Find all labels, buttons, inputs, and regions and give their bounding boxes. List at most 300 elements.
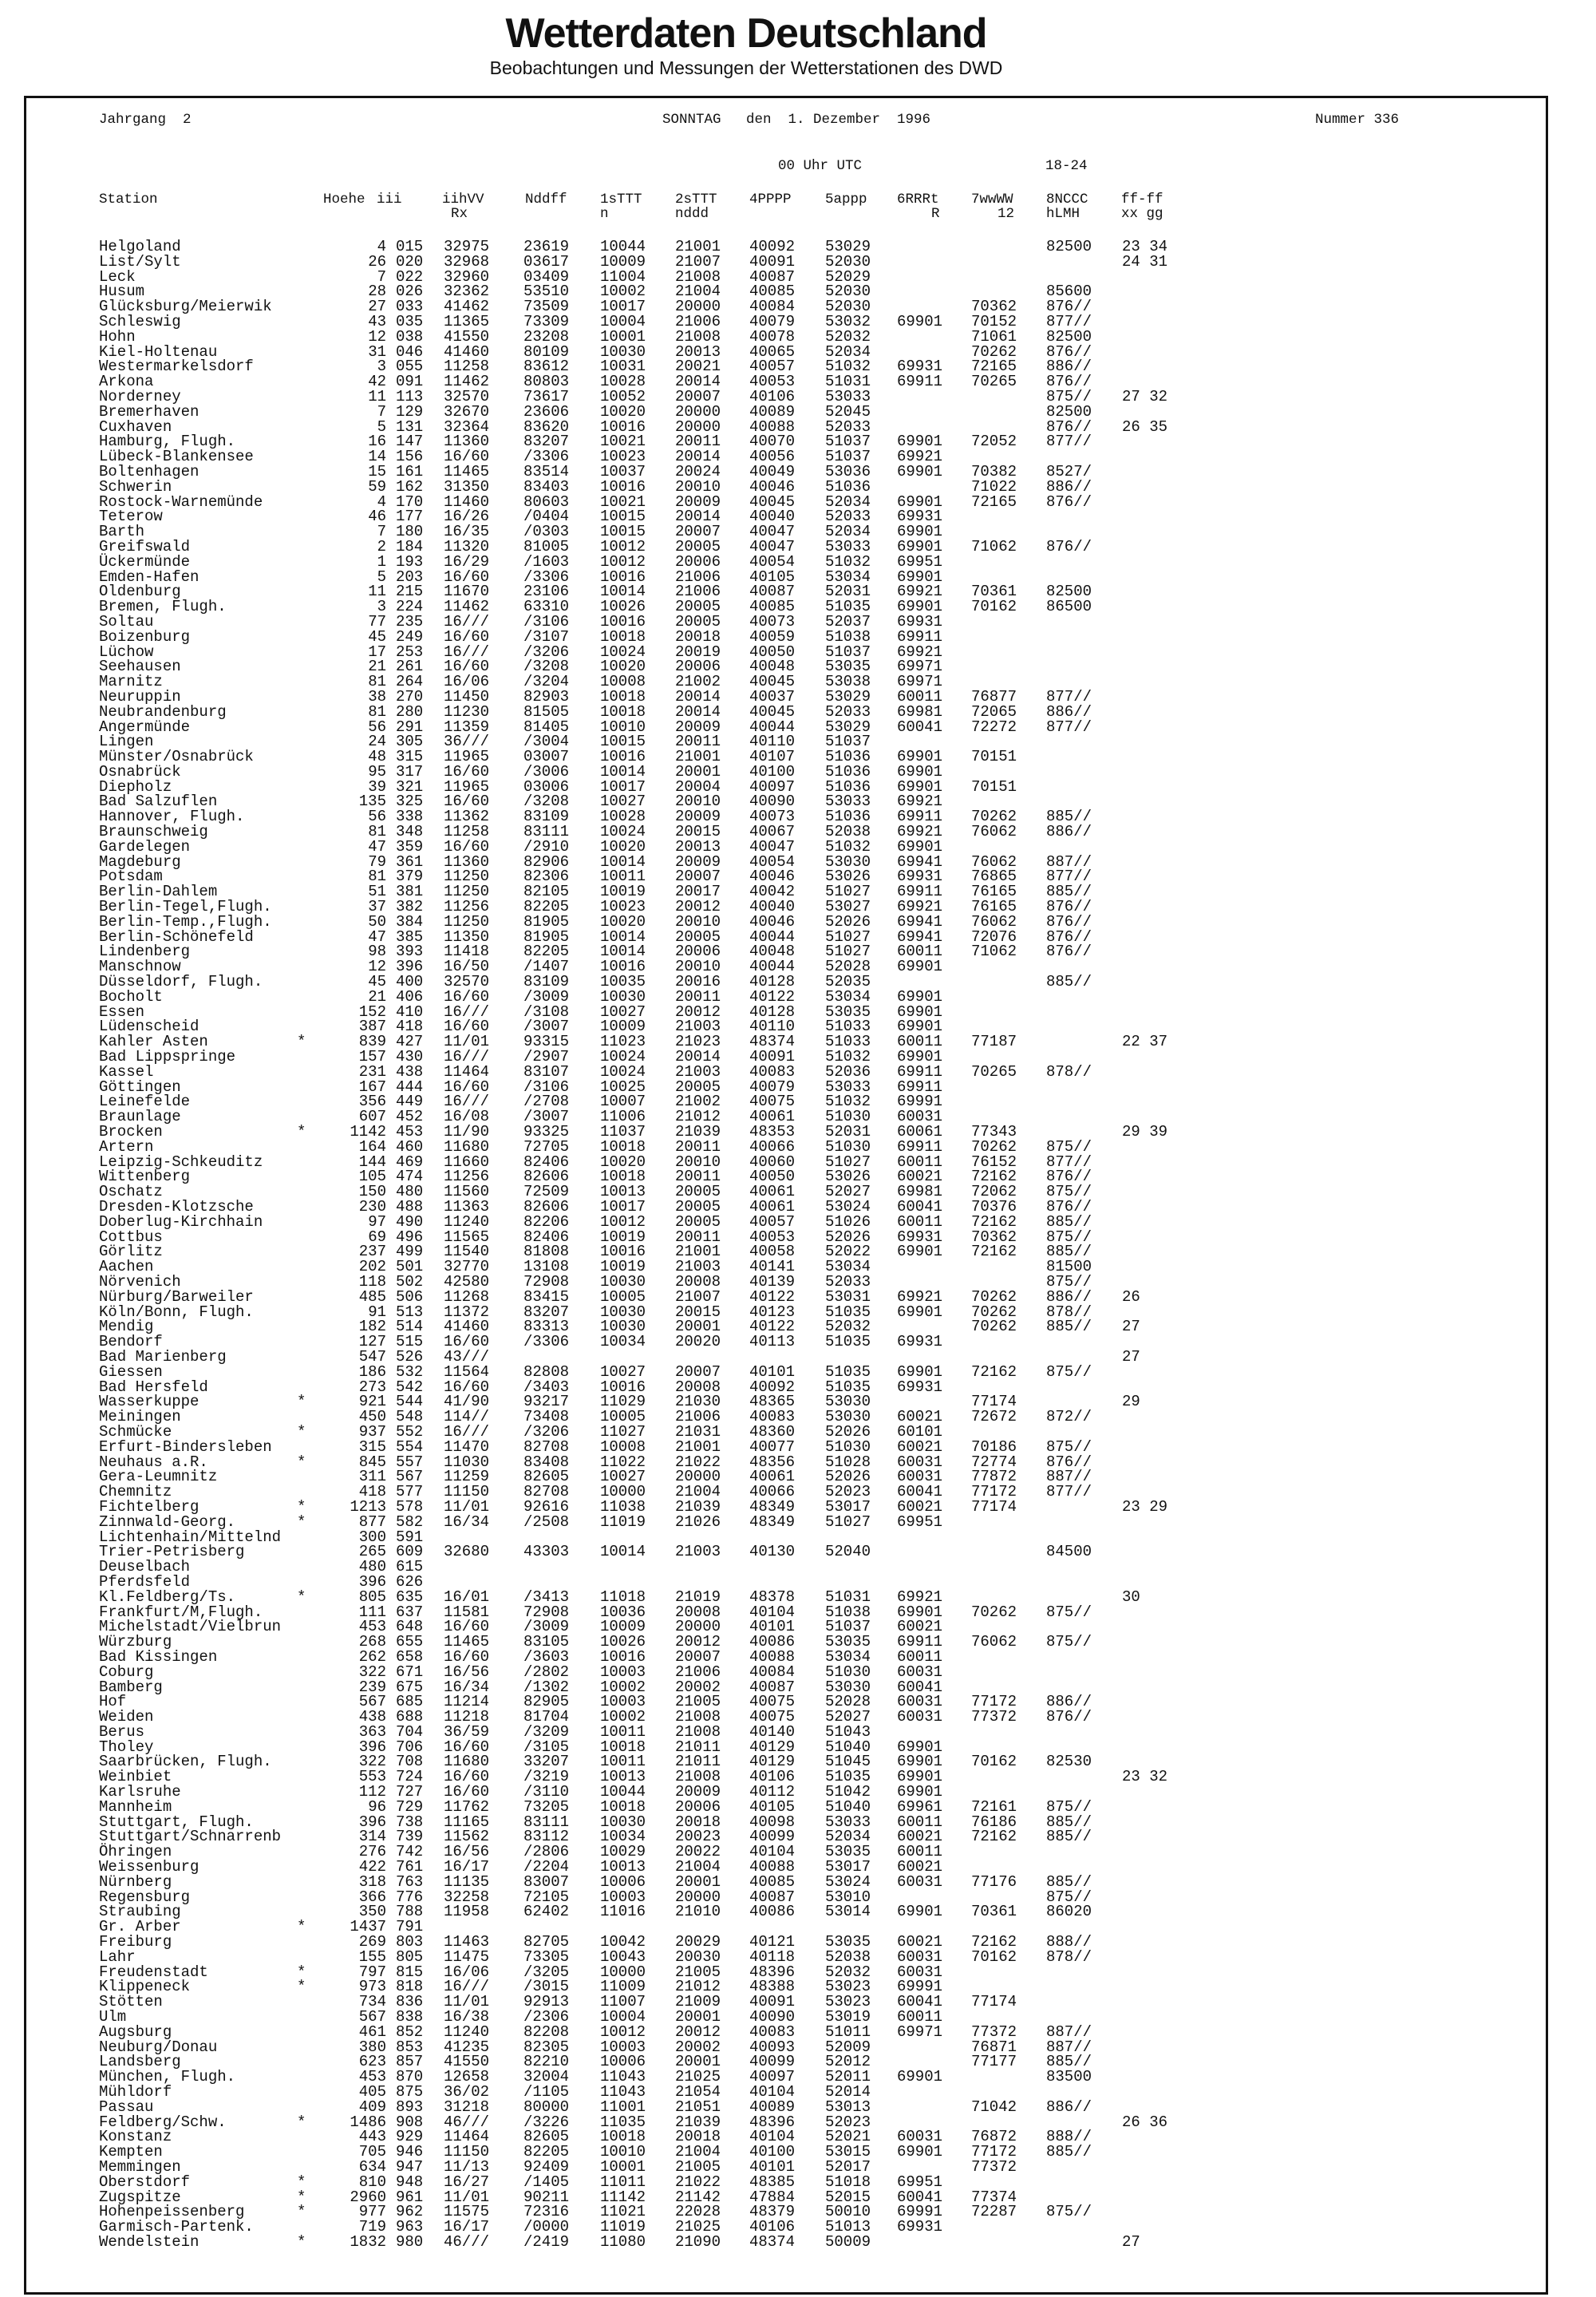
sttt1-value: 10030 bbox=[600, 342, 646, 361]
table-row bbox=[99, 1918, 1456, 1936]
station-id: 291 bbox=[396, 718, 424, 736]
sttt1-value: 10019 bbox=[600, 1228, 646, 1246]
mountain-marker: * bbox=[297, 1453, 306, 1471]
sttt1-value: 10027 bbox=[600, 1468, 646, 1486]
station-height: 38 bbox=[368, 687, 386, 706]
sttt1-value: 10036 bbox=[600, 1603, 646, 1621]
station-id: 015 bbox=[396, 238, 424, 255]
rrrt-value: 69951 bbox=[897, 552, 943, 571]
pppp-value: 40047 bbox=[749, 537, 796, 555]
nddff-value: 73305 bbox=[523, 1947, 570, 1966]
ihvv-value: 16/// bbox=[444, 1978, 490, 1996]
nddff-value: /3007 bbox=[523, 1018, 570, 1036]
wwww-value: 72165 bbox=[971, 492, 1017, 511]
rrrt-value: 69921 bbox=[897, 793, 943, 811]
appp-value: 51037 bbox=[825, 642, 871, 661]
ihvv-value: 16/60 bbox=[444, 793, 490, 811]
station-height: 396 bbox=[358, 1813, 386, 1831]
pppp-value: 40106 bbox=[749, 1768, 796, 1786]
sttt1-value: 10030 bbox=[600, 1813, 646, 1831]
ihvv-value: 11418 bbox=[444, 943, 490, 961]
pppp-value: 40087 bbox=[749, 1888, 796, 1906]
appp-value: 52026 bbox=[825, 1468, 871, 1486]
pppp-value: 40091 bbox=[749, 252, 796, 271]
appp-value: 53027 bbox=[825, 898, 871, 916]
station-id: 203 bbox=[396, 567, 424, 586]
station-id: 688 bbox=[396, 1708, 424, 1726]
station-name: Essen bbox=[99, 1002, 145, 1021]
table-row bbox=[99, 463, 1456, 478]
station-name: Neuhaus a.R. bbox=[99, 1453, 208, 1471]
pppp-value: 40044 bbox=[749, 958, 796, 976]
sttt2-value: 21011 bbox=[675, 1753, 721, 1771]
sttt2-value: 20010 bbox=[675, 1152, 721, 1171]
rrrt-value: 60041 bbox=[897, 718, 943, 736]
station-name: Meiningen bbox=[99, 1408, 181, 1426]
pppp-value: 48360 bbox=[749, 1422, 796, 1441]
table-row bbox=[99, 1483, 1456, 1501]
rrrt-value: 69901 bbox=[897, 1753, 943, 1771]
pppp-value: 40044 bbox=[749, 927, 796, 946]
wwww-value: 77872 bbox=[971, 1468, 1017, 1486]
pppp-value: 40045 bbox=[749, 702, 796, 721]
wwww-value: 77372 bbox=[971, 2022, 1017, 2041]
ff-value: 27 bbox=[1122, 2232, 1140, 2251]
pppp-value: 40044 bbox=[749, 718, 796, 736]
station-height: 4 bbox=[377, 492, 386, 511]
station-id: 020 bbox=[396, 252, 424, 271]
wwww-value: 71061 bbox=[971, 327, 1017, 346]
station-id: 449 bbox=[396, 1093, 424, 1111]
col-station: Station bbox=[99, 192, 158, 208]
station-height: 11 bbox=[368, 387, 386, 405]
station-height: 311 bbox=[358, 1468, 386, 1486]
sttt1-value: 10043 bbox=[600, 1947, 646, 1966]
station-name: Westermarkelsdorf bbox=[99, 358, 254, 376]
wwww-value: 70262 bbox=[971, 1137, 1017, 1156]
station-name: Arkona bbox=[99, 373, 154, 391]
station-name: Schleswig bbox=[99, 312, 181, 330]
station-id: 325 bbox=[396, 793, 424, 811]
rrrt-value: 60011 bbox=[897, 1033, 943, 1051]
station-name: Boltenhagen bbox=[99, 462, 200, 480]
ihvv-value: 16/60 bbox=[444, 1618, 490, 1636]
sttt2-value: 20000 bbox=[675, 417, 721, 436]
nddff-value: /3007 bbox=[523, 1108, 570, 1126]
pppp-value: 40092 bbox=[749, 1378, 796, 1396]
ihvv-value: 16/60 bbox=[444, 1783, 490, 1801]
appp-value: 51035 bbox=[825, 1303, 871, 1321]
station-name: Leck bbox=[99, 267, 136, 286]
table-row bbox=[99, 927, 1456, 946]
appp-value: 53026 bbox=[825, 868, 871, 886]
station-height: 24 bbox=[368, 733, 386, 751]
wwww-value: 77343 bbox=[971, 1123, 1017, 1141]
table-row bbox=[99, 448, 1456, 466]
sttt1-value: 10016 bbox=[600, 612, 646, 631]
sttt1-value: 11038 bbox=[600, 1497, 646, 1516]
sttt1-value: 10014 bbox=[600, 583, 646, 601]
pppp-value: 40099 bbox=[749, 2053, 796, 2071]
station-height: 14 bbox=[368, 448, 386, 466]
nccc-value: 84500 bbox=[1046, 1543, 1092, 1561]
pppp-value: 40085 bbox=[749, 283, 796, 301]
nddff-value: 83408 bbox=[523, 1453, 570, 1471]
nddff-value: 81505 bbox=[523, 702, 570, 721]
station-height: 42 bbox=[368, 373, 386, 391]
pppp-value: 40049 bbox=[749, 462, 796, 480]
sttt1-value: 10002 bbox=[600, 283, 646, 301]
nddff-value: 81905 bbox=[523, 912, 570, 931]
sttt2-value: 20011 bbox=[675, 1168, 721, 1186]
ihvv-value: 11214 bbox=[444, 1693, 490, 1711]
col-hoehe: Hoehe bbox=[323, 192, 365, 208]
appp-value: 53035 bbox=[825, 1633, 871, 1651]
pppp-value: 40091 bbox=[749, 1048, 796, 1066]
appp-value: 51028 bbox=[825, 1453, 871, 1471]
wwww-value: 76165 bbox=[971, 898, 1017, 916]
station-height: 50 bbox=[368, 912, 386, 931]
col-2sttt-sub: nddd bbox=[675, 206, 709, 222]
pppp-value: 40045 bbox=[749, 492, 796, 511]
pppp-value: 40101 bbox=[749, 1618, 796, 1636]
station-height: 127 bbox=[358, 1333, 386, 1351]
appp-value: 51026 bbox=[825, 1212, 871, 1231]
rrrt-value: 69951 bbox=[897, 1512, 943, 1531]
appp-value: 51027 bbox=[825, 1152, 871, 1171]
nddff-value: 83207 bbox=[523, 433, 570, 451]
ff-value: 27 bbox=[1122, 1347, 1140, 1366]
pppp-value: 40046 bbox=[749, 477, 796, 496]
pppp-value: 40047 bbox=[749, 523, 796, 541]
nddff-value: 90211 bbox=[523, 2188, 570, 2206]
sttt1-value: 10018 bbox=[600, 702, 646, 721]
time-range: 18-24 bbox=[1045, 158, 1088, 174]
sttt1-value: 10012 bbox=[600, 537, 646, 555]
table-row bbox=[99, 1768, 1456, 1786]
table-row bbox=[99, 1647, 1456, 1666]
nddff-value: /3209 bbox=[523, 1722, 570, 1741]
pppp-value: 40088 bbox=[749, 417, 796, 436]
table-row bbox=[99, 702, 1456, 721]
sttt1-value: 10037 bbox=[600, 462, 646, 480]
station-id: 315 bbox=[396, 748, 424, 766]
nddff-value: 82905 bbox=[523, 1693, 570, 1711]
ihvv-value: 16/08 bbox=[444, 1108, 490, 1126]
pppp-value: 40046 bbox=[749, 868, 796, 886]
station-id: 452 bbox=[396, 1108, 424, 1126]
sttt2-value: 20005 bbox=[675, 1183, 721, 1201]
pppp-value: 40084 bbox=[749, 298, 796, 316]
table-row bbox=[99, 1362, 1456, 1381]
appp-value: 52032 bbox=[825, 327, 871, 346]
station-height: 937 bbox=[358, 1422, 386, 1441]
nccc-value: 875// bbox=[1046, 1272, 1092, 1291]
sttt2-value: 21008 bbox=[675, 1768, 721, 1786]
appp-value: 53017 bbox=[825, 1858, 871, 1876]
sttt1-value: 10028 bbox=[600, 808, 646, 826]
station-name: Lüdenscheid bbox=[99, 1018, 200, 1036]
station-id: 321 bbox=[396, 777, 424, 796]
station-id: 578 bbox=[396, 1497, 424, 1516]
table-row bbox=[99, 1603, 1456, 1619]
station-name: Angermünde bbox=[99, 718, 191, 736]
appp-value: 52033 bbox=[825, 508, 871, 526]
ihvv-value: 41460 bbox=[444, 342, 490, 361]
sttt1-value: 10031 bbox=[600, 358, 646, 376]
sttt1-value: 11080 bbox=[600, 2232, 646, 2251]
appp-value: 52015 bbox=[825, 2188, 871, 2206]
nddff-value: 13108 bbox=[523, 1258, 570, 1276]
nddff-value: /2204 bbox=[523, 1858, 570, 1876]
wwww-value: 72287 bbox=[971, 2203, 1017, 2221]
station-name: Freudenstadt bbox=[99, 1963, 208, 1981]
station-height: 69 bbox=[368, 1228, 386, 1246]
sttt1-value: 10009 bbox=[600, 1018, 646, 1036]
ihvv-value: 11470 bbox=[444, 1437, 490, 1456]
appp-value: 52037 bbox=[825, 612, 871, 631]
nddff-value: 80109 bbox=[523, 342, 570, 361]
rrrt-value: 69911 bbox=[897, 1633, 943, 1651]
station-id: 980 bbox=[396, 2232, 424, 2251]
sttt1-value: 10017 bbox=[600, 298, 646, 316]
table-row bbox=[99, 1393, 1456, 1411]
station-name: Gardelegen bbox=[99, 837, 191, 856]
nccc-value: 886// bbox=[1046, 2097, 1092, 2116]
station-id: 818 bbox=[396, 1978, 424, 1996]
ihvv-value: 11463 bbox=[444, 1933, 490, 1951]
station-height: 167 bbox=[358, 1077, 386, 1096]
ihvv-value: 11/90 bbox=[444, 1123, 490, 1141]
ihvv-value: 16/56 bbox=[444, 1662, 490, 1681]
nddff-value: 82305 bbox=[523, 2038, 570, 2056]
pppp-value: 40106 bbox=[749, 387, 796, 405]
sttt2-value: 21031 bbox=[675, 1422, 721, 1441]
rrrt-value: 69901 bbox=[897, 492, 943, 511]
sttt1-value: 10016 bbox=[600, 567, 646, 586]
sttt2-value: 21025 bbox=[675, 2218, 721, 2236]
station-height: 81 bbox=[368, 868, 386, 886]
sttt1-value: 10011 bbox=[600, 1753, 646, 1771]
nccc-value: 83500 bbox=[1046, 2068, 1092, 2086]
table-row bbox=[99, 1422, 1456, 1441]
appp-value: 53033 bbox=[825, 537, 871, 555]
station-id: 893 bbox=[396, 2097, 424, 2116]
wwww-value: 76152 bbox=[971, 1152, 1017, 1171]
station-name: Stuttgart/Schnarrenb bbox=[99, 1828, 282, 1846]
ihvv-value: 41/90 bbox=[444, 1393, 490, 1411]
ihvv-value: 42580 bbox=[444, 1272, 490, 1291]
nccc-value: 82500 bbox=[1046, 402, 1092, 421]
station-height: 567 bbox=[358, 2008, 386, 2026]
sttt1-value: 10008 bbox=[600, 1437, 646, 1456]
ihvv-value: 11150 bbox=[444, 1483, 490, 1501]
col-1sttt-sub: n bbox=[600, 206, 609, 222]
table-row bbox=[99, 1738, 1456, 1756]
ff-value: 29 39 bbox=[1122, 1123, 1168, 1141]
station-name: Straubing bbox=[99, 1903, 181, 1921]
appp-value: 53013 bbox=[825, 2097, 871, 2116]
sttt2-value: 21002 bbox=[675, 1093, 721, 1111]
station-height: 4 bbox=[377, 238, 386, 255]
sttt2-value: 21054 bbox=[675, 2083, 721, 2101]
pppp-value: 48396 bbox=[749, 1963, 796, 1981]
station-height: 480 bbox=[358, 1558, 386, 1576]
sttt1-value: 10013 bbox=[600, 1183, 646, 1201]
appp-value: 51037 bbox=[825, 1618, 871, 1636]
station-id: 033 bbox=[396, 298, 424, 316]
nccc-value: 885// bbox=[1046, 2143, 1092, 2161]
station-height: 46 bbox=[368, 508, 386, 526]
rrrt-value: 69911 bbox=[897, 627, 943, 646]
ihvv-value: 31218 bbox=[444, 2097, 490, 2116]
sttt2-value: 21008 bbox=[675, 327, 721, 346]
station-height: 705 bbox=[358, 2143, 386, 2161]
station-id: 193 bbox=[396, 552, 424, 571]
ihvv-value: 11320 bbox=[444, 537, 490, 555]
table-row bbox=[99, 1978, 1456, 1996]
ihvv-value: 41460 bbox=[444, 1318, 490, 1336]
sttt2-value: 21004 bbox=[675, 2143, 721, 2161]
ihvv-value: 11165 bbox=[444, 1813, 490, 1831]
pppp-value: 40101 bbox=[749, 1362, 796, 1381]
station-height: 276 bbox=[358, 1843, 386, 1861]
rrrt-value: 69921 bbox=[897, 583, 943, 601]
nccc-value: 885// bbox=[1046, 2053, 1092, 2071]
rrrt-value: 60011 bbox=[897, 1813, 943, 1831]
sttt2-value: 20000 bbox=[675, 1468, 721, 1486]
station-name: Konstanz bbox=[99, 2128, 172, 2146]
station-name: Garmisch-Partenk. bbox=[99, 2218, 254, 2236]
sttt1-value: 10025 bbox=[600, 1077, 646, 1096]
appp-value: 53010 bbox=[825, 1888, 871, 1906]
nddff-value: 92913 bbox=[523, 1993, 570, 2011]
sttt2-value: 20002 bbox=[675, 2038, 721, 2056]
appp-value: 52034 bbox=[825, 492, 871, 511]
nddff-value: 83112 bbox=[523, 1828, 570, 1846]
sttt2-value: 20022 bbox=[675, 1843, 721, 1861]
mountain-marker: * bbox=[297, 1963, 306, 1981]
nddff-value: 73617 bbox=[523, 387, 570, 405]
station-height: 422 bbox=[358, 1858, 386, 1876]
station-id: 469 bbox=[396, 1152, 424, 1171]
ff-value: 23 32 bbox=[1122, 1768, 1168, 1786]
nccc-value: 888// bbox=[1046, 2128, 1092, 2146]
mountain-marker: * bbox=[297, 1422, 306, 1441]
sttt1-value: 10013 bbox=[600, 1858, 646, 1876]
table-row bbox=[99, 1033, 1456, 1051]
table-row bbox=[99, 313, 1456, 328]
ihvv-value: 11562 bbox=[444, 1828, 490, 1846]
station-height: 322 bbox=[358, 1753, 386, 1771]
pppp-value: 40092 bbox=[749, 238, 796, 255]
pppp-value: 40083 bbox=[749, 1408, 796, 1426]
sttt2-value: 20000 bbox=[675, 298, 721, 316]
appp-value: 53024 bbox=[825, 1198, 871, 1216]
ihvv-value: 11250 bbox=[444, 868, 490, 886]
nddff-value: /0404 bbox=[523, 508, 570, 526]
sttt2-value: 20011 bbox=[675, 987, 721, 1006]
pppp-value: 40104 bbox=[749, 1603, 796, 1621]
nccc-value: 86020 bbox=[1046, 1903, 1092, 1921]
col-6rrrt-sub: R bbox=[931, 206, 940, 222]
pppp-value: 40089 bbox=[749, 2097, 796, 2116]
rrrt-value: 69901 bbox=[897, 1362, 943, 1381]
table-row bbox=[99, 1243, 1456, 1261]
nddff-value: /3206 bbox=[523, 642, 570, 661]
station-name: Lahr bbox=[99, 1947, 136, 1966]
table-row bbox=[99, 1888, 1456, 1904]
station-name: Weiden bbox=[99, 1708, 154, 1726]
sttt1-value: 10044 bbox=[600, 238, 646, 255]
nddff-value: 83109 bbox=[523, 973, 570, 991]
sttt2-value: 20007 bbox=[675, 1362, 721, 1381]
table-row bbox=[99, 252, 1456, 271]
nddff-value: /3306 bbox=[523, 448, 570, 466]
rrrt-value: 69931 bbox=[897, 1333, 943, 1351]
station-name: Kiel-Holtenau bbox=[99, 342, 218, 361]
nccc-value: 876// bbox=[1046, 373, 1092, 391]
sttt2-value: 20015 bbox=[675, 823, 721, 841]
sttt2-value: 21002 bbox=[675, 673, 721, 691]
station-id: 857 bbox=[396, 2053, 424, 2071]
rrrt-value: 60041 bbox=[897, 1198, 943, 1216]
station-height: 27 bbox=[368, 298, 386, 316]
table-row bbox=[99, 1108, 1456, 1126]
table-row bbox=[99, 883, 1456, 901]
wwww-value: 72162 bbox=[971, 1828, 1017, 1846]
sttt2-value: 20018 bbox=[675, 627, 721, 646]
appp-value: 51033 bbox=[825, 1033, 871, 1051]
rrrt-value: 69901 bbox=[897, 433, 943, 451]
appp-value: 52032 bbox=[825, 1963, 871, 1981]
ihvv-value: 11464 bbox=[444, 2128, 490, 2146]
sttt2-value: 21005 bbox=[675, 1963, 721, 1981]
rrrt-value: 69941 bbox=[897, 927, 943, 946]
table-row bbox=[99, 898, 1456, 916]
nccc-value: 877// bbox=[1046, 718, 1092, 736]
nccc-value: 876// bbox=[1046, 1708, 1092, 1726]
station-height: 977 bbox=[358, 2203, 386, 2221]
table-row bbox=[99, 673, 1456, 691]
station-id: 361 bbox=[396, 852, 424, 871]
station-height: 265 bbox=[358, 1543, 386, 1561]
station-height: 77 bbox=[368, 612, 386, 631]
station-name: Nürburg/Barweiler bbox=[99, 1287, 254, 1306]
ihvv-value: 11256 bbox=[444, 898, 490, 916]
sttt1-value: 10002 bbox=[600, 1708, 646, 1726]
station-id: 675 bbox=[396, 1678, 424, 1696]
appp-value: 52022 bbox=[825, 1243, 871, 1261]
sttt1-value: 10004 bbox=[600, 2008, 646, 2026]
wwww-value: 76165 bbox=[971, 883, 1017, 901]
sttt2-value: 21001 bbox=[675, 1437, 721, 1456]
appp-value: 53015 bbox=[825, 2143, 871, 2161]
appp-value: 51030 bbox=[825, 1108, 871, 1126]
pppp-value: 40118 bbox=[749, 1947, 796, 1966]
nddff-value: 82208 bbox=[523, 2022, 570, 2041]
wwww-value: 70361 bbox=[971, 1903, 1017, 1921]
station-height: 409 bbox=[358, 2097, 386, 2116]
ihvv-value: 11230 bbox=[444, 702, 490, 721]
appp-value: 51027 bbox=[825, 927, 871, 946]
nccc-value: 885// bbox=[1046, 1318, 1092, 1336]
pppp-value: 40086 bbox=[749, 1903, 796, 1921]
table-row bbox=[99, 2022, 1456, 2041]
nddff-value: /3105 bbox=[523, 1738, 570, 1756]
wwww-value: 72272 bbox=[971, 718, 1017, 736]
nddff-value: 93315 bbox=[523, 1033, 570, 1051]
